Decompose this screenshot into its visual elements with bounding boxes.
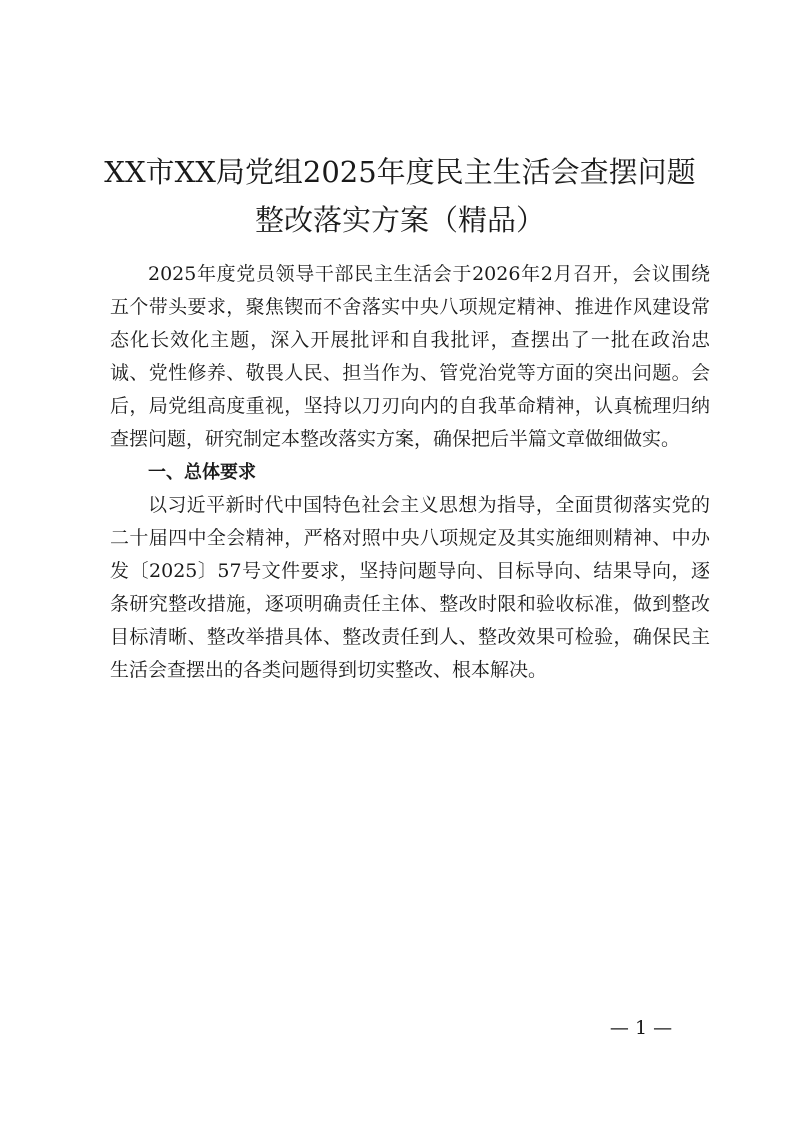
page-number: — 1 — — [609, 1017, 673, 1039]
document-title: XX市XX局党组2025年度民主生活会查摆问题整改落实方案（精品） — [104, 155, 696, 237]
intro-paragraph: 2025年度党员领导干部民主生活会于2026年2月召开，会议围绕五个带头要求，聚焦锲而不舍落实中央八项规定精神、推进作风建设常态化长效化主题，深入开展批评和自我批评，查摆出了一批在政治忠诚、党性修养、敬畏人民、担当作为、管党治党等方面的突出问题。会后，局党组高度重视，坚持以刀刃向内的自我革命精神，认真梳理归纳查摆问题，研究制定本整改落实方案，确保把后半篇文章做细做实。 — [110, 263, 710, 450]
general-requirements-paragraph: 以习近平新时代中国特色社会主义思想为指导，全面贯彻落实党的二十届四中全会精神，严格对照中央八项规定及其实施细则精神、中办发〔2025〕57号文件要求，坚持问题导向、目标导向、结果导向，逐条研究整改措施，逐项明确责任主体、整改时限和验收标准，做到整改目标清晰、整改举措具体、整改责任到人、整改效果可检验，确保民主生活会查摆出的各类问题得到切实整改、根本解决。 — [110, 494, 710, 681]
section-heading-general-requirements: 一、总体要求 — [148, 462, 256, 483]
document-body — [110, 258, 710, 687]
